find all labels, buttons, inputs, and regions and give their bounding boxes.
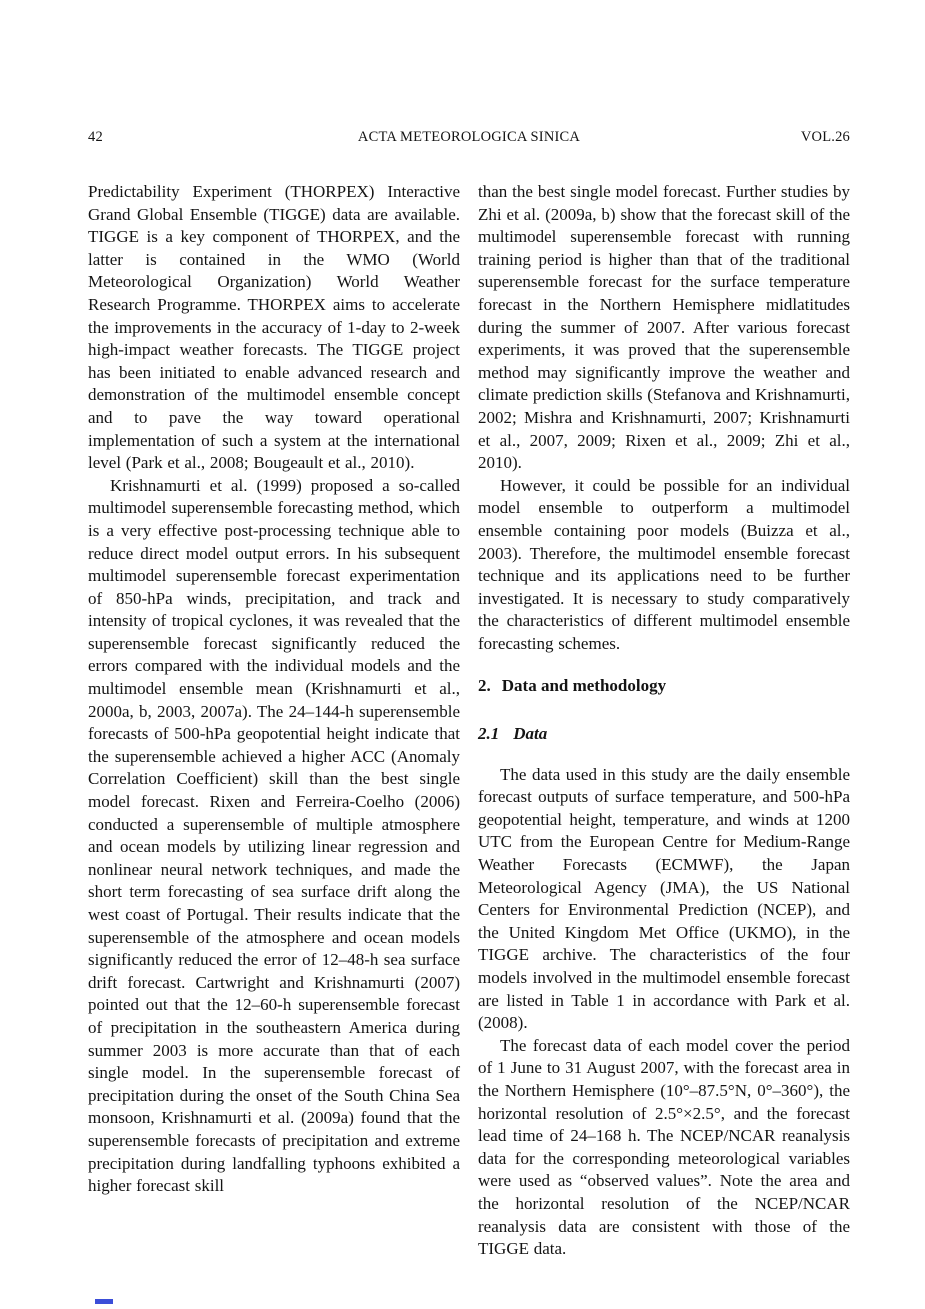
subsection-title: Data	[513, 724, 548, 744]
subsection-heading-data	[478, 723, 850, 746]
section-heading-data-methodology	[478, 675, 850, 698]
paragraph-data-sources: The data used in this study are the daily ensemble forecast outputs of surface temperature, and 500-hPa geopotential height, temperature, and winds at 1200 UTC from the European Centre for Medium-Range Weather Forecasts (ECMWF), the Japan Meteorological Agency (JMA), the US National Centers for Environmental Prediction (NCEP), and the United Kingdom Met Office (UKMO), in the TIGGE archive. The characteristics of the four models involved in the multimodel ensemble forecast are listed in Table 1 in accordance with Park et al. (2008).	[478, 764, 850, 1033]
page-number: 42	[88, 129, 103, 145]
paragraph-krishnamurti-superensemble: Krishnamurti et al. (1999) proposed a so-called multimodel superensemble forecasting method, which is a very effective post-processing technique able to reduce direct model output errors. In his subsequent multimodel superensemble forecast experimentation of 850-hPa winds, precipitation, and track and intensity of tropical cyclones, it was revealed that the superensemble forecast significantly reduced the errors compared with the individual models and the multimodel ensemble mean (Krishnamurti et al., 2000a, b, 2003, 2007a). The 24–144-h superensemble forecasts of 500-hPa geopotential height indicate that the superensemble achieved a higher ACC (Anomaly Correlation Coefficient) skill than the best single model forecast. Rixen and Ferreira-Coelho (2006) conducted a superensemble of multiple atmosphere and ocean models by utilizing linear regression and nonlinear neural network techniques, and made the short term forecasting of sea surface drift along the west coast of Portugal. Their results indicate that the superensemble of the atmosphere and ocean models significantly reduced the error of 12–48-h sea surface drift forecast. Cartwright and Krishnamurti (2007) pointed out that the 12–60-h superensemble forecast of precipitation in the southeastern America during summer 2003 is more accurate than that of each single model. In the superensemble forecast of precipitation during the onset of the South China Sea monsoon, Krishnamurti et al. (2009a) found that the superensemble forecasts of precipitation and extreme precipitation during landfalling typhoons exhibited a higher forecast skill	[88, 475, 460, 1196]
paragraph-thorpex-tigge: Predictability Experiment (THORPEX) Interactive Grand Global Ensemble (TIGGE) data are available. TIGGE is a key component of THORPEX, and the latter is contained in the WMO (World Meteorological Organization) World Weather Research Programme. THORPEX aims to accelerate the improvements in the accuracy of 1-day to 2-week high-impact weather forecasts. The TIGGE project has been initiated to enable advanced research and demonstration of the multimodel ensemble concept and to pave the way toward operational implementation of such a system at the international level (Park et al., 2008; Bougeault et al., 2010).	[88, 182, 460, 473]
right-column	[478, 181, 850, 1261]
running-head	[88, 129, 850, 149]
two-column-body	[88, 181, 850, 1261]
paragraph-forecast-period: The forecast data of each model cover the period of 1 June to 31 August 2007, with the forecast area in the Northern Hemisphere (10°–87.5°N, 0°–360°), the horizontal resolution of 2.5°×2.5°, and the forecast lead time of 24–168 h. The NCEP/NCAR reanalysis data for the corresponding meteorological variables were used as “observed values”. Note the area and the horizontal resolution of the NCEP/NCAR reanalysis data are consistent with those of the TIGGE data.	[478, 1035, 850, 1259]
section-title: Data and methodology	[501, 676, 667, 696]
paragraph-however-individual: However, it could be possible for an individual model ensemble to outperform a multimodel ensemble containing poor models (Buizza et al., 2003). Therefore, the multimodel ensemble forecast technique and its applications need to be further investigated. It is necessary to study comparatively the characteristics of different multimodel ensemble forecasting schemes.	[478, 475, 850, 653]
left-column	[88, 181, 460, 1261]
subsection-number: 2.1	[478, 724, 500, 744]
paragraph-forecast-skill: than the best single model forecast. Further studies by Zhi et al. (2009a, b) show that the forecast skill of the multimodel superensemble forecast with running training period is higher than that of the traditional superensemble forecast for the surface temperature forecast in the Northern Hemisphere midlatitudes during the summer of 2007. After various forecast experiments, it was proved that the superensemble method may significantly improve the weather and climate prediction skills (Stefanova and Krishnamurti, 2002; Mishra and Krishnamurti, 2007; Krishnamurti et al., 2007, 2009; Rixen et al., 2009; Zhi et al., 2010).	[478, 182, 850, 473]
journal-title: ACTA METEOROLOGICA SINICA	[357, 129, 581, 145]
link-marker-artifact	[95, 1299, 113, 1304]
volume-label: VOL.26	[800, 129, 850, 145]
section-number: 2.	[478, 676, 491, 696]
